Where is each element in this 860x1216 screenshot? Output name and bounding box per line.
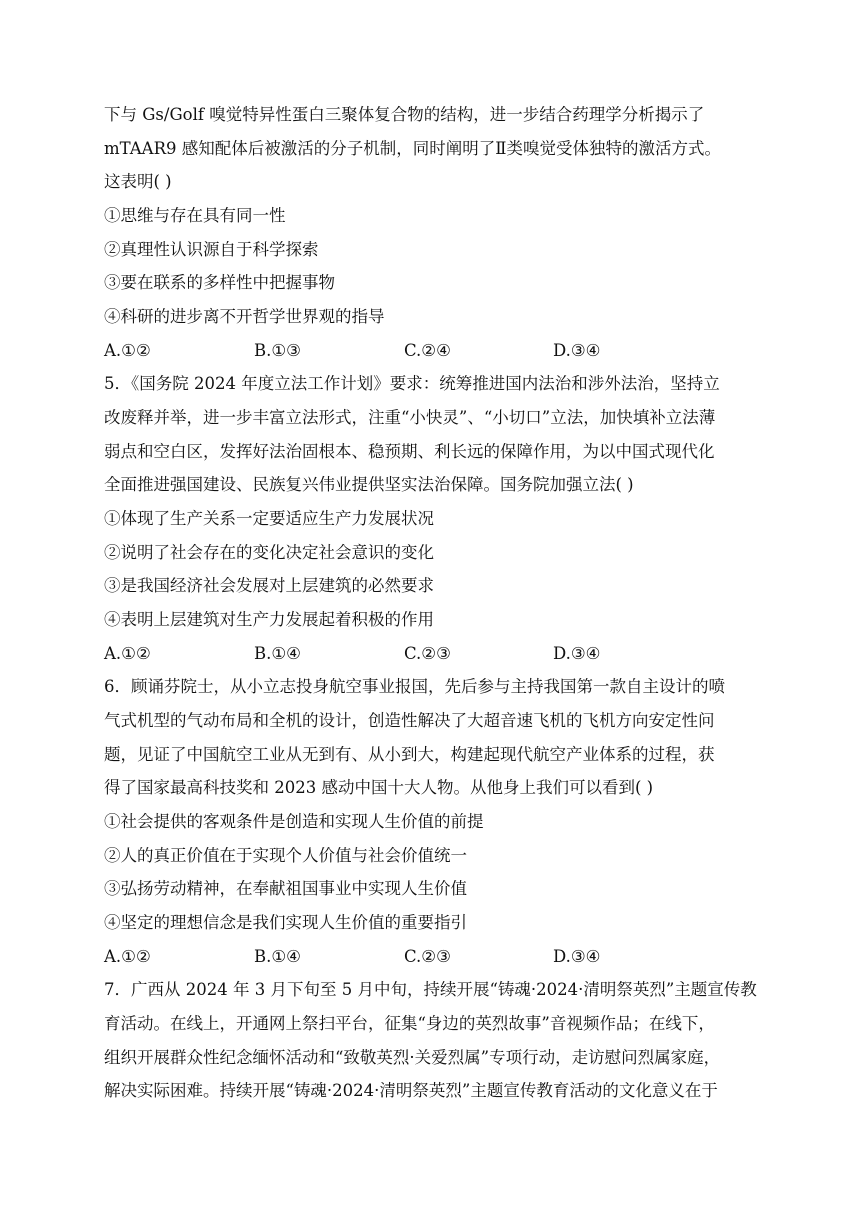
q6-stem-line-4: 得了国家最高科技奖和 2023 感动中国十大人物。从他身上我们可以看到( )	[104, 778, 654, 797]
q5-stem-line-4: 全面推进强国建设、民族复兴伟业提供坚实法治保障。国务院加强立法( )	[104, 475, 634, 494]
q6-item-1: ①社会提供的客观条件是创造和实现人生价值的前提	[104, 812, 484, 831]
q4-item-3: ③要在联系的多样性中把握事物	[104, 273, 335, 292]
q6-option-c: C.②③	[404, 947, 451, 966]
q6-option-a: A.①②	[104, 947, 151, 966]
q4-stem-line-2: mTAAR9 感知配体后被激活的分子机制，同时阐明了Ⅱ类嗅觉受体独特的激活方式。	[104, 139, 721, 158]
q4-option-a: A.①②	[104, 341, 151, 360]
q4-item-1: ①思维与存在具有同一性	[104, 206, 286, 225]
q6-stem-line-2: 气式机型的气动布局和全机的设计，创造性解决了大超音速飞机的飞机方向安定性问	[104, 711, 715, 730]
q5-stem-line-2: 改废释并举，进一步丰富立法形式，注重“小快灵”、“小切口”立法，加快填补立法薄	[104, 408, 716, 427]
q7-stem-line-3: 组织开展群众性纪念缅怀活动和“致敬英烈·关爱烈属”专项行动，走访慰问烈属家庭，	[104, 1048, 721, 1067]
q5-options	[104, 642, 764, 666]
q7-stem-line-2: 育活动。在线上，开通网上祭扫平台，征集“身边的英烈故事”音视频作品；在线下，	[104, 1014, 715, 1033]
q6-item-2: ②人的真正价值在于实现个人价值与社会价值统一	[104, 846, 467, 865]
q4-options	[104, 339, 764, 363]
q4-stem-line-3: 这表明( )	[104, 172, 172, 191]
q4-item-4: ④科研的进步离不开哲学世界观的指导	[104, 307, 385, 326]
q6-options	[104, 945, 764, 969]
q4-item-2: ②真理性认识源自于科学探索	[104, 240, 319, 259]
q5-option-a: A.①②	[104, 644, 151, 663]
q6-item-4: ④坚定的理想信念是我们实现人生价值的重要指引	[104, 913, 467, 932]
q6-option-d: D.③④	[553, 947, 601, 966]
q4-option-d: D.③④	[553, 341, 601, 360]
q6-stem-line-1: 6．顾诵芬院士，从小立志投身航空事业报国，先后参与主持我国第一款自主设计的喷	[104, 677, 725, 696]
q5-option-b: B.①④	[254, 644, 301, 663]
q5-option-d: D.③④	[553, 644, 601, 663]
q7-stem-line-4: 解决实际困难。持续开展“铸魂·2024·清明祭英烈”主题宣传教育活动的文化意义在于	[104, 1081, 718, 1100]
q4-option-c: C.②④	[404, 341, 451, 360]
q7-stem-line-1: 7．广西从 2024 年 3 月下旬至 5 月中旬，持续开展“铸魂·2024·清明祭英烈”主题宣传教	[104, 980, 757, 999]
q5-stem-line-3: 弱点和空白区，发挥好法治固根本、稳预期、利长远的保障作用，为以中国式现代化	[104, 442, 715, 461]
q4-option-b: B.①③	[254, 341, 301, 360]
q6-option-b: B.①④	[254, 947, 301, 966]
q5-item-2: ②说明了社会存在的变化决定社会意识的变化	[104, 543, 434, 562]
q5-item-1: ①体现了生产关系一定要适应生产力发展状况	[104, 509, 434, 528]
q5-option-c: C.②③	[404, 644, 451, 663]
q5-item-3: ③是我国经济社会发展对上层建筑的必然要求	[104, 576, 434, 595]
q5-item-4: ④表明上层建筑对生产力发展起着积极的作用	[104, 610, 434, 629]
q5-stem-line-1: 5．《国务院 2024 年度立法工作计划》要求：统筹推进国内法治和涉外法治，坚持立	[104, 374, 720, 393]
q4-stem-line-1: 下与 Gs/Golf 嗅觉特异性蛋白三聚体复合物的结构，进一步结合药理学分析揭示了	[104, 105, 705, 124]
q6-stem-line-3: 题，见证了中国航空工业从无到有、从小到大，构建起现代航空产业体系的过程，获	[104, 745, 715, 764]
q6-item-3: ③弘扬劳动精神，在奉献祖国事业中实现人生价值	[104, 879, 467, 898]
